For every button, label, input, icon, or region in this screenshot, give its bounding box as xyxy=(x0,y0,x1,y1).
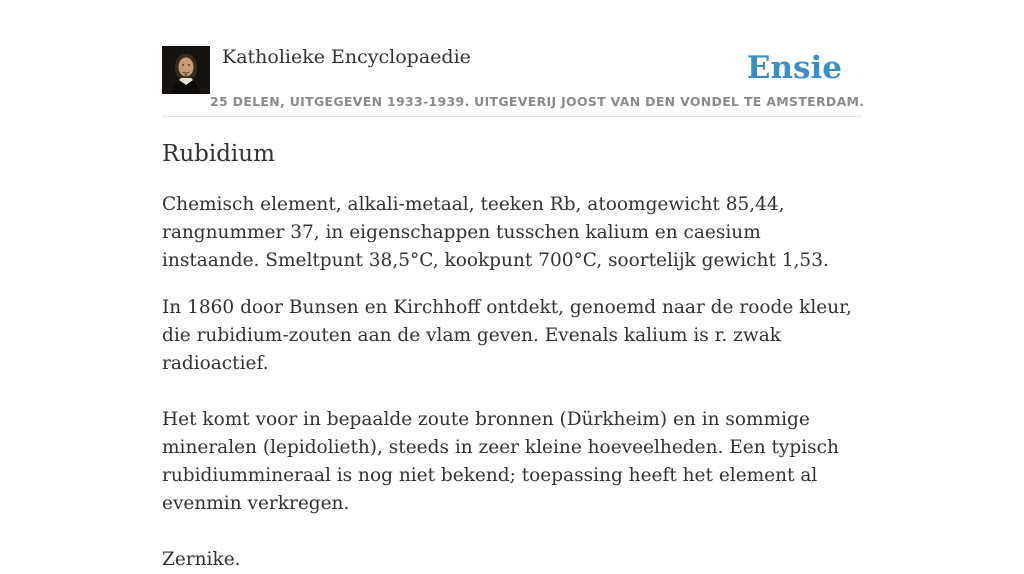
publication-subtitle: 25 DELEN, UITGEGEVEN 1933-1939. UITGEVERIJ JOOST VAN DEN VONDEL TE AMSTERDAM. xyxy=(210,94,865,109)
site-header xyxy=(162,46,865,117)
publication-title[interactable]: Katholieke Encyclopaedie xyxy=(222,46,471,68)
article xyxy=(162,138,862,574)
article-paragraph-3: Het komt voor in bepaalde zoute bronnen (Dürkheim) en in sommige mineralen (lepidolieth), steeds in zeer kleine hoeveelheden. Een typisch rubidiummineraal is nog niet bekend; toepassing heeft het element al evenmin verkregen. xyxy=(162,409,839,514)
ensie-logo-link[interactable]: Ensie xyxy=(746,50,842,86)
article-paragraph-2: In 1860 door Bunsen en Kirchhoff ontdekt, genoemd naar de roode kleur, die rubidium-zouten aan de vlam geven. Evenals kalium is r. zwak radioactief. xyxy=(162,297,852,374)
article-paragraph-1: Chemisch element, alkali-metaal, teeken Rb, atoomgewicht 85,44, rangnummer 37, in eigenschappen tusschen kalium en caesium instaande. Smeltpunt 38,5°C, kookpunt 700°C, soortelijk gewicht 1,53. xyxy=(162,194,829,271)
article-author: Zernike. xyxy=(162,549,241,570)
article-title: Rubidium xyxy=(162,141,275,167)
portrait-icon[interactable] xyxy=(162,46,210,94)
